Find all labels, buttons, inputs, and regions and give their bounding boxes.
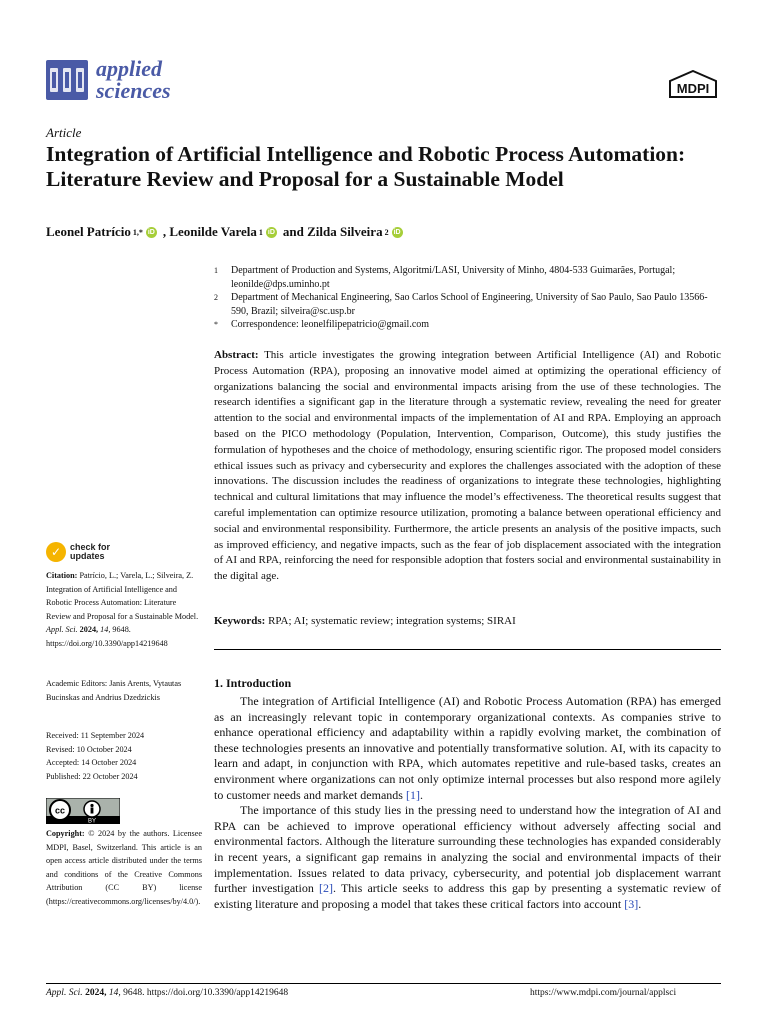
author-name[interactable]: , Leonilde Varela (162, 224, 257, 239)
introduction-body: The integration of Artificial Intelligence (AI) and Robotic Process Automation (RPA) has emerged as an increasingly relevant topic in contemporary organizational contexts. As companies strive to enhance operational efficiency and adaptability within a rapidly evolving market, the combination of these technologies presents an innovative and potentially transformative solution. AI, with its capacity to learn and adapt, in conjunction with RPA, which automates repetitive and rule-based tasks, creates an environment where organizations can not only optimize internal processes but also respond more agilely to customer needs and market demands [1]. The importance of this study lies in the pressing need to understand how the integration of AI and RPA can be achieved to improve operational efficiency without adversely affecting social and environmental factors. Although the literature surrounding these technologies has expanded considerably in recent years, a significant gap remains in analyzing the social and environmental impacts of their implementation. Issues related to data privacy, cybersecurity, and potential job displacement warrant further investigation [2]. This article seeks to address this gap by presenting a systematic review of existing literature and proposing a model that takes these critical factors into account [3]. (214, 694, 721, 911)
section-heading: 1. Introduction (214, 676, 292, 690)
published-date: Published: 22 October 2024 (46, 771, 138, 781)
orcid-icon[interactable]: iD (393, 228, 401, 236)
author-list: Leonel Patrício 1,* iD , Leonilde Varela 1 iD and Zilda Silveira 2 iD (46, 224, 401, 239)
journal-name: applied sciences (96, 56, 171, 103)
divider (214, 649, 721, 650)
affiliation-item: * Correspondence: leonelfilipepatricio@gmail.com (214, 319, 430, 330)
citation-link[interactable]: [3] (624, 896, 639, 911)
revised-date: Revised: 10 October 2024 (46, 744, 132, 754)
svg-text:BY: BY (87, 818, 97, 824)
orcid-icon[interactable]: iD (267, 228, 275, 236)
author-name[interactable]: Leonel Patrício (46, 224, 131, 239)
check-icon: ✓ (46, 542, 66, 562)
received-date: Received: 11 September 2024 (46, 731, 145, 740)
keywords: Keywords: RPA; AI; systematic review; integration systems; SIRAI (214, 615, 516, 627)
check-for-updates-button[interactable]: ✓ check for updates (46, 542, 110, 562)
svg-text:MDPI: MDPI (676, 81, 710, 96)
dates-block (46, 729, 202, 783)
footer-journal-url[interactable]: https://www.mdpi.com/journal/applsci (530, 988, 677, 998)
copyright-block: Copyright: © 2024 by the authors. Licensee MDPI, Basel, Switzerland. This article is an open access article distributed under the terms and conditions of the Creative Commons Attribution (CC BY) license (https://creativecommons.org/licenses/by/4.0/). (46, 829, 203, 906)
academic-editors: Academic Editors: Janis Arents, Vytautas Bucinskas and Andrius Dzedzickis (46, 679, 182, 702)
orcid-icon[interactable]: iD (147, 228, 155, 236)
journal-logo-icon (46, 60, 88, 100)
footer-divider (46, 983, 721, 984)
affiliation-item: 2 Department of Mechanical Engineering, Sao Carlos School of Engineering, University of Sao Paulo, Sao Paulo 13566-590, Brazil; silveira@sc.usp.br (214, 292, 708, 317)
citation-block: Citation: Patrício, L.; Varela, L.; Silveira, Z. Integration of Artificial Intelligence and Robotic Process Automation: Literature Review and Proposal for a Sustainable Model. Appl. Sci. 2024, 14, 9648. https://doi.org/10.3390/app14219648 (46, 571, 199, 648)
article-type: Article (46, 125, 82, 140)
abstract: Abstract: This article investigates the growing integration between Artificial Intelligence (AI) and Robotic Process Automation (RPA), proposing an innovative model aimed at optimizing the operational efficiency of organizations balancing the social and environmental impacts arising from the use of these technologies. The research identifies a significant gap in the literature through a systematic review, revealing the need for greater attention to the social and environmental impacts of the implementation of AI and RPA. Employing an approach based on the PICO methodology (Population, Intervention, Comparison, Outcome), this study justifies the formulation of hypotheses and the choice of methodology, ensuring scientific rigor. The proposed model considers ethical issues such as privacy and cybersecurity and explores the challenges associated with the adoption of these innovations. The discussion includes the readiness of organizations to integrate these technologies, highlighting technical and cultural limitations that may influence the model’s effectiveness. The theoretical results suggest that careful implementation can optimize resource utilization, promoting a balance between operational efficiency and social and environmental responsibility. Furthermore, the article presents an analysis of the positive impacts, such as improved efficiency, and negative impacts, such as the fear of job displacement associated with the integration of AI and RPA, reinforcing the need for responsible adoption that fosters social and environmental sustainability in the digital age. (214, 349, 721, 583)
citation-link[interactable]: [2] (319, 881, 333, 896)
citation-link[interactable]: [1] (405, 787, 420, 802)
author-name[interactable]: and Zilda Silveira (282, 224, 383, 239)
cc-by-license-icon[interactable] (46, 798, 120, 824)
svg-text:cc: cc (54, 805, 66, 816)
affiliation-item: 1 Department of Production and Systems, Algoritmi/LASI, University of Minho, 4804-533 Guimarães, Portugal; leonilde@dps.uminho.pt (214, 265, 676, 290)
mdpi-logo-icon (666, 70, 720, 102)
footer-citation: Appl. Sci. 2024, 14, 9648. https://doi.org/10.3390/app14219648 (46, 988, 289, 998)
accepted-date: Accepted: 14 October 2024 (46, 758, 137, 768)
affiliations (214, 264, 724, 332)
paper-title: Integration of Artificial Intelligence and Robotic Process Automation: Literature Review and Proposal for a Sustainable Model (46, 142, 686, 191)
